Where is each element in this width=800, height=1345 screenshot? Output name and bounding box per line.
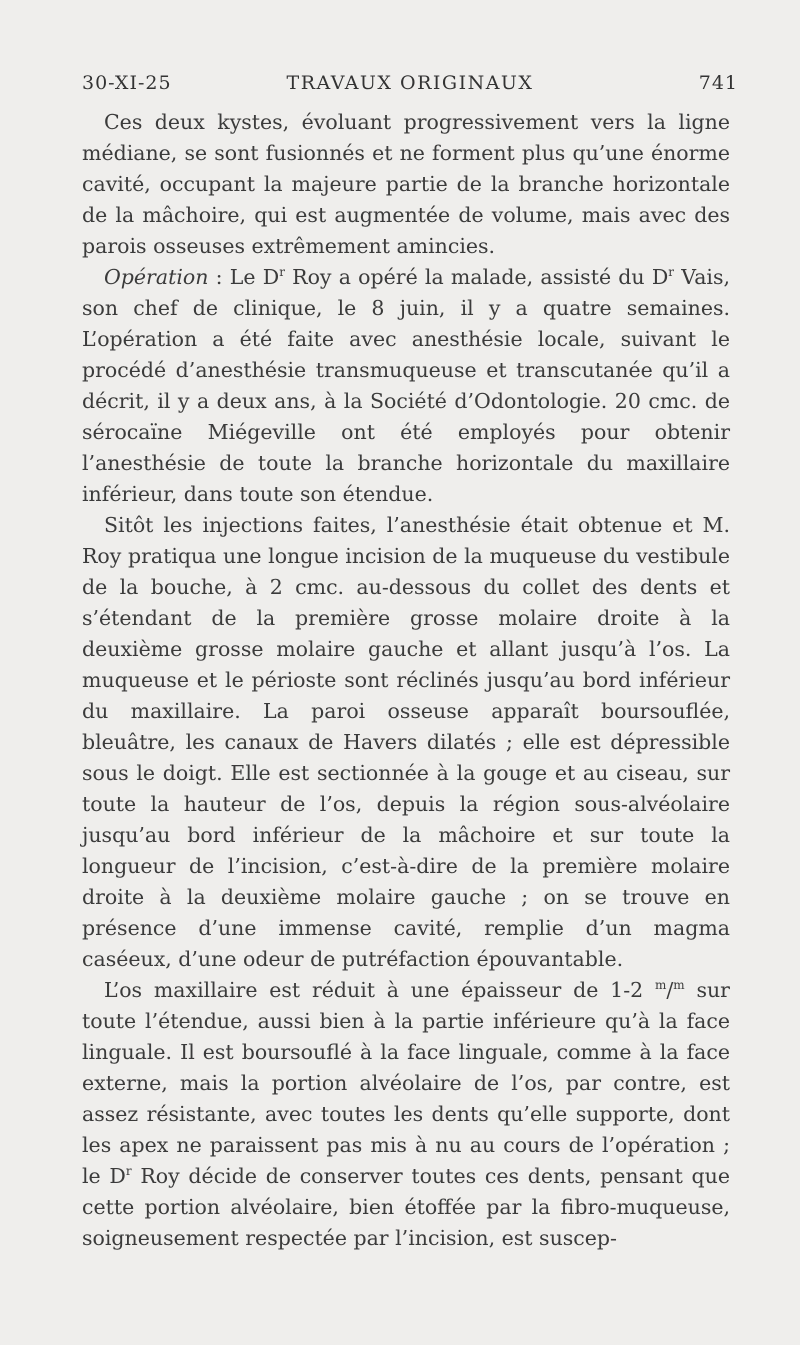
paragraph-4-text-c: Roy décide de conserver toutes ces dents, pensant que cette portion alvéolaire, bien étoffée par la fibro-muqueuse, soigneusement respectée par l’incision, est suscep- xyxy=(82,1164,730,1250)
operation-label: Opération xyxy=(104,265,209,289)
paragraph-3-text: Sitôt les injections faites, l’anesthésie était obtenue et M. Roy pratiqua une longue incision de la muqueuse du vestibule de la bouche, à 2 cmc. au-dessous du collet des dents et s’étendant de la première grosse molaire droite à la deuxième grosse molaire gauche et allant jusqu’à l’os. La muqueuse et le périoste sont réclinés jusqu’au bord inférieur du maxillaire. La paroi osseuse apparaît boursouflée, bleuâtre, les canaux de Havers dilatés ; elle est dépressible sous le doigt. Elle est sectionnée à la gouge et au ciseau, sur toute la hauteur de l’os, depuis la région sous-alvéolaire jusqu’au bord inférieur de la mâchoire et sur toute la longueur de l’incision, c’est-à-dire de la première molaire droite à la deuxième molaire gauche ; on se trouve en présence d’une immense cavité, remplie d’un magma caséeux, d’une odeur de putréfaction épouvantable. xyxy=(82,513,730,971)
paragraph-2-text-b: Roy a opéré la malade, assisté du D xyxy=(284,265,669,289)
doctor-abbrev-sup-2: r xyxy=(668,265,675,279)
paragraph-4 xyxy=(82,975,730,1254)
paragraph-1 xyxy=(82,107,730,262)
unit-sup: m xyxy=(654,978,667,992)
paragraph-4-text-a: L’os maxillaire est réduit à une épaisseur de 1-2 xyxy=(104,978,655,1002)
page-number: 741 xyxy=(698,72,738,94)
header-date: 30-XI-25 xyxy=(82,72,172,94)
unit-sup-2: m xyxy=(673,978,685,992)
header-title: TRAVAUX ORIGINAUX xyxy=(286,72,534,94)
paragraph-2-text-a: : Le D xyxy=(208,265,280,289)
paragraph-3 xyxy=(82,510,730,975)
paragraph-2-text-c: Vais, son chef de clinique, le 8 juin, il y a quatre semaines. L’opération a été faite avec anesthésie locale, suivant le procédé d’anesthésie transmuqueuse et transcutanée qu’il a décrit, il y a deux ans, à la Société d’Odontologie. 20 cmc. de sérocaïne Miégeville ont été employés pour obtenir l’anesthésie de toute la branche horizontale du maxillaire inférieur, dans toute son étendue. xyxy=(82,265,731,506)
doctor-abbrev-sup-3: r xyxy=(125,1164,132,1178)
running-head xyxy=(82,72,738,102)
paragraph-4-text-b: sur toute l’étendue, aussi bien à la partie inférieure qu’à la face linguale. Il est boursouflé à la face linguale, comme à la face externe, mais la portion alvéolaire de l’os, par contre, est assez résistante, avec toutes les dents qu’elle supporte, dont les apex ne paraissent pas mis à nu au cours de l’opération ; le D xyxy=(82,978,730,1188)
body-text xyxy=(82,107,730,1254)
unit-slash: / xyxy=(666,978,674,1002)
doctor-abbrev-sup-1: r xyxy=(279,265,285,279)
paragraph-1-text: Ces deux kystes, évoluant progressivement vers la ligne médiane, se sont fusionnés et ne forment plus qu’une énorme cavité, occupant la majeure partie de la branche horizontale de la mâchoire, qui est augmentée de volume, mais avec des parois osseuses extrêmement amincies. xyxy=(82,110,730,258)
paragraph-2 xyxy=(82,262,730,510)
